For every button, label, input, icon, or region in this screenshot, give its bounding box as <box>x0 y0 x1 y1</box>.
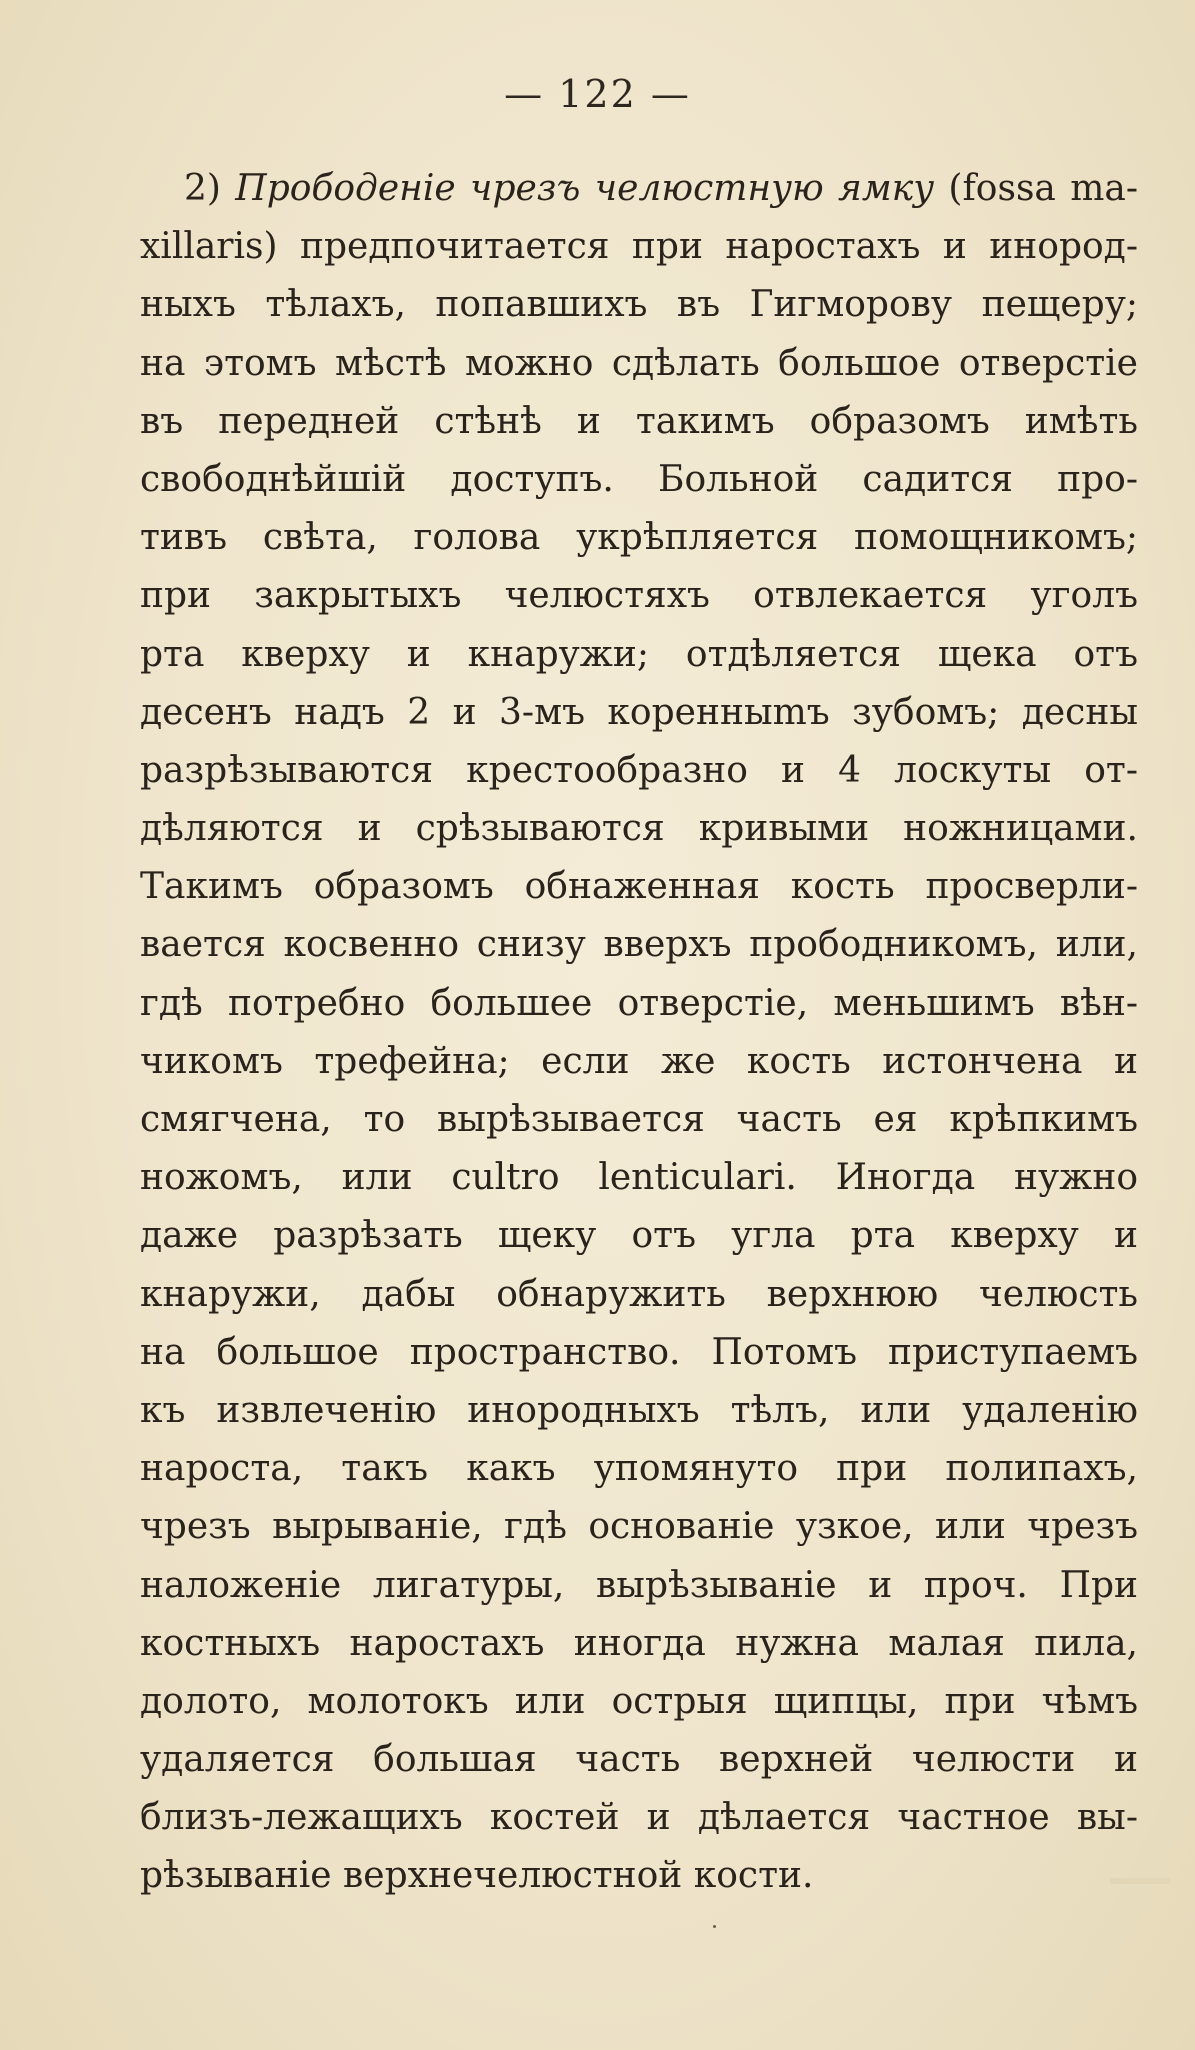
text-line: ножомъ, или cultro lenticulari. Иногда нужно <box>140 1157 1138 1199</box>
text-line: десенъ надъ 2 и 3-мъ коренныmъ зубомъ; десны <box>140 691 1138 733</box>
text-line: чрезъ вырываніе, гдѣ основаніе узкое, или чрезъ <box>140 1506 1138 1548</box>
text-line: разрѣзываются крестообразно и 4 лоскуты от- <box>140 749 1138 791</box>
text-line: гдѣ потребно большее отверстіе, меньшимъ вѣн- <box>140 982 1138 1024</box>
text-line: нароста, такъ какъ упомянуто при полипахъ, <box>140 1448 1138 1490</box>
text-line: даже разрѣзать щеку отъ угла рта кверху и <box>140 1215 1138 1257</box>
line-prefix: 2) <box>184 168 236 209</box>
text-line: свободнѣйшій доступъ. Больной садится про- <box>140 458 1138 500</box>
text-line: при закрытыхъ челюстяхъ отвлекается уголъ <box>140 575 1138 617</box>
text-line: Такимъ образомъ обнаженная кость просверли- <box>140 866 1138 908</box>
text-line: на большое пространство. Потомъ приступаемъ <box>140 1331 1138 1373</box>
text-line: дѣляются и срѣзываются кривыми ножницами. <box>140 808 1138 850</box>
text-line: рѣзываніе верхнечелюстной кости. <box>140 1855 814 1897</box>
body-paragraph <box>140 160 1138 1906</box>
section-heading-italic: Прободеніе чрезъ челюстную ямку <box>235 168 935 209</box>
text-line: къ извлеченію инородныхъ тѣлъ, или удаленію <box>140 1389 1138 1431</box>
page-number: — 122 — <box>504 72 691 116</box>
bleed-through-mark <box>1110 1878 1170 1884</box>
text-line: чикомъ трефейна; если же кость истончена и <box>140 1040 1138 1082</box>
text-line: наложеніе лигатуры, вырѣзываніе и проч. При <box>140 1564 1138 1606</box>
text-line: на этомъ мѣстѣ можно сдѣлать большое отверстіе <box>140 342 1138 384</box>
text-line: въ передней стѣнѣ и такимъ образомъ имѣть <box>140 400 1138 442</box>
line-suffix: (fossa ma- <box>934 168 1138 209</box>
text-line: костныхъ наростахъ иногда нужна малая пила, <box>140 1622 1138 1664</box>
text-line: кнаружи, дабы обнаружить верхнюю челюсть <box>140 1273 1138 1315</box>
text-line: долото, молотокъ или острыя щипцы, при чѣмъ <box>140 1680 1138 1722</box>
text-line: ныхъ тѣлахъ, попавшихъ въ Гигморову пещеру; <box>140 284 1138 326</box>
text-line: тивъ свѣта, голова укрѣпляется помощникомъ; <box>140 517 1138 559</box>
text-line: xillaris) предпочитается при наростахъ и инород- <box>140 226 1138 268</box>
text-line: смягчена, то вырѣзывается часть ея крѣпкимъ <box>140 1099 1138 1140</box>
paper-speck <box>713 1925 716 1928</box>
text-line: близъ-лежащихъ костей и дѣлается частное вы- <box>140 1797 1138 1839</box>
text-line: вается косвенно снизу вверхъ прободникомъ, или, <box>140 924 1138 966</box>
text-line: рта кверху и кнаружи; отдѣляется щека отъ <box>140 633 1138 675</box>
text-line: удаляется большая часть верхней челюсти и <box>140 1739 1138 1781</box>
text-line <box>140 160 1138 218</box>
